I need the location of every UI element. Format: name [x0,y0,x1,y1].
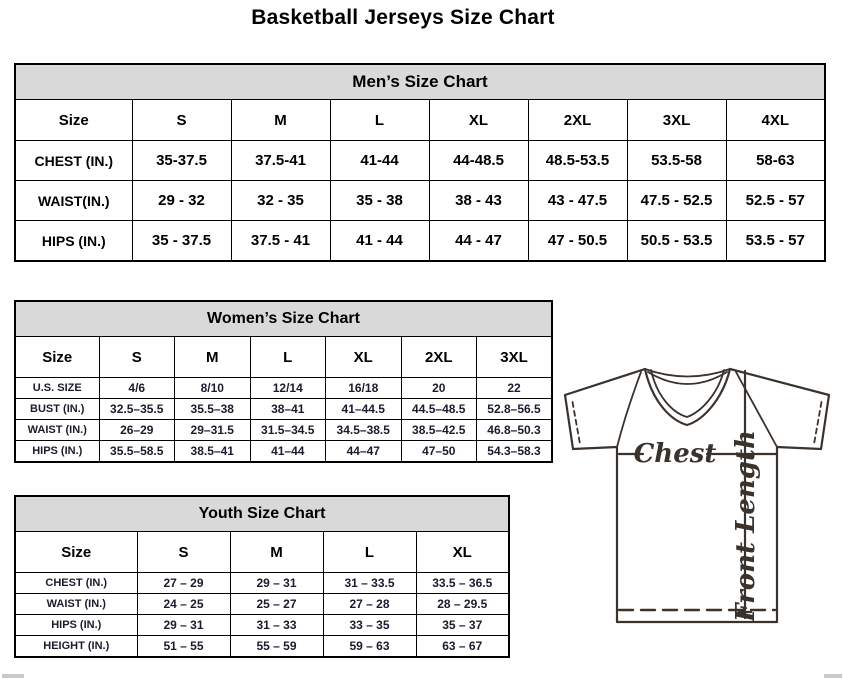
size-cell: 41-44 [330,141,429,181]
size-cell: 43 - 47.5 [528,181,627,221]
table-row [15,441,552,463]
size-cell: 35 - 38 [330,181,429,221]
size-cell: 53.5 - 57 [726,221,825,262]
size-cell: 41–44 [250,441,326,463]
size-cell: 29 – 31 [137,615,230,636]
size-cell: 33.5 – 36.5 [416,573,509,594]
row-label: BUST (IN.) [15,399,99,420]
size-cell: 29 - 32 [132,181,231,221]
column-header: L [330,100,429,141]
size-cell: 47 - 50.5 [528,221,627,262]
size-cell: 41 - 44 [330,221,429,262]
column-header: XL [416,532,509,573]
collar-band-icon [645,369,730,384]
column-header: XL [326,337,402,378]
size-cell: 35.5–38 [175,399,251,420]
table-row [15,221,825,262]
row-label: WAIST (IN.) [15,594,137,615]
size-cell: 27 – 28 [323,594,416,615]
size-cell: 31 – 33 [230,615,323,636]
table-row [15,141,825,181]
size-cell: 37.5 - 41 [231,221,330,262]
size-cell: 29 – 31 [230,573,323,594]
size-cell: 4/6 [99,378,175,399]
column-header: S [137,532,230,573]
size-cell: 31 – 33.5 [323,573,416,594]
column-header: 4XL [726,100,825,141]
column-header: 3XL [627,100,726,141]
size-cell: 44–47 [326,441,402,463]
row-label: HIPS (IN.) [15,441,99,463]
mens-size-chart-table [14,63,826,262]
womens-chart-title: Women’s Size Chart [15,301,552,337]
size-cell: 63 – 67 [416,636,509,658]
size-cell: 41–44.5 [326,399,402,420]
column-header: XL [429,100,528,141]
front-length-label: Front Length [731,430,761,622]
column-header: L [323,532,416,573]
row-label: U.S. SIZE [15,378,99,399]
row-label: HIPS (IN.) [15,615,137,636]
size-cell: 33 – 35 [323,615,416,636]
size-cell: 53.5-58 [627,141,726,181]
column-header: S [132,100,231,141]
size-cell: 16/18 [326,378,402,399]
size-cell: 50.5 - 53.5 [627,221,726,262]
size-cell: 38 - 43 [429,181,528,221]
size-cell: 44 - 47 [429,221,528,262]
size-cell: 31.5–34.5 [250,420,326,441]
mens-chart-title: Men’s Size Chart [15,64,825,100]
cuff-dash-right [814,402,822,444]
size-cell: 54.3–58.3 [477,441,553,463]
size-cell: 46.8–50.3 [477,420,553,441]
size-cell: 25 – 27 [230,594,323,615]
size-cell: 28 – 29.5 [416,594,509,615]
column-header: 3XL [477,337,553,378]
table-row [15,573,509,594]
row-label: CHEST (IN.) [15,141,132,181]
size-cell: 35 – 37 [416,615,509,636]
size-cell: 26–29 [99,420,175,441]
column-header: Size [15,337,99,378]
size-cell: 47.5 - 52.5 [627,181,726,221]
size-cell: 34.5–38.5 [326,420,402,441]
row-label: WAIST (IN.) [15,420,99,441]
column-header: S [99,337,175,378]
size-cell: 37.5-41 [231,141,330,181]
size-cell: 44-48.5 [429,141,528,181]
row-label: WAIST(IN.) [15,181,132,221]
size-cell: 27 – 29 [137,573,230,594]
size-cell: 20 [401,378,477,399]
size-cell: 38.5–42.5 [401,420,477,441]
column-header: Size [15,532,137,573]
horizontal-scrollbar-fragment-right[interactable] [824,674,842,678]
size-cell: 32 - 35 [231,181,330,221]
size-cell: 38.5–41 [175,441,251,463]
column-header: Size [15,100,132,141]
womens-size-chart-table [14,300,553,463]
size-cell: 22 [477,378,553,399]
column-header: 2XL [401,337,477,378]
table-row [15,594,509,615]
size-cell: 44.5–48.5 [401,399,477,420]
size-cell: 52.8–56.5 [477,399,553,420]
column-header: M [231,100,330,141]
row-label: HIPS (IN.) [15,221,132,262]
page-title: Basketball Jerseys Size Chart [251,6,555,29]
column-header: 2XL [528,100,627,141]
jersey-outline [565,369,829,622]
size-cell: 55 – 59 [230,636,323,658]
size-cell: 48.5-53.5 [528,141,627,181]
table-row [15,378,552,399]
column-header: L [250,337,326,378]
table-row [15,615,509,636]
jersey-measurement-diagram [556,356,838,634]
size-cell: 52.5 - 57 [726,181,825,221]
youth-size-chart-table [14,495,510,658]
table-row [15,399,552,420]
cuff-dash-left [573,402,581,444]
column-header: M [230,532,323,573]
column-header: M [175,337,251,378]
size-cell: 47–50 [401,441,477,463]
row-label: HEIGHT (IN.) [15,636,137,658]
chest-label: Chest [633,439,717,469]
size-cell: 35 - 37.5 [132,221,231,262]
youth-chart-title: Youth Size Chart [15,496,509,532]
size-cell: 38–41 [250,399,326,420]
size-cell: 35-37.5 [132,141,231,181]
size-cell: 12/14 [250,378,326,399]
size-cell: 35.5–58.5 [99,441,175,463]
size-cell: 59 – 63 [323,636,416,658]
row-label: CHEST (IN.) [15,573,137,594]
table-row [15,420,552,441]
size-cell: 51 – 55 [137,636,230,658]
table-row [15,181,825,221]
size-cell: 32.5–35.5 [99,399,175,420]
size-cell: 29–31.5 [175,420,251,441]
size-cell: 24 – 25 [137,594,230,615]
table-row [15,636,509,658]
size-cell: 8/10 [175,378,251,399]
horizontal-scrollbar-fragment-left[interactable] [2,674,24,678]
size-cell: 58-63 [726,141,825,181]
armhole-seam-left [617,372,641,447]
